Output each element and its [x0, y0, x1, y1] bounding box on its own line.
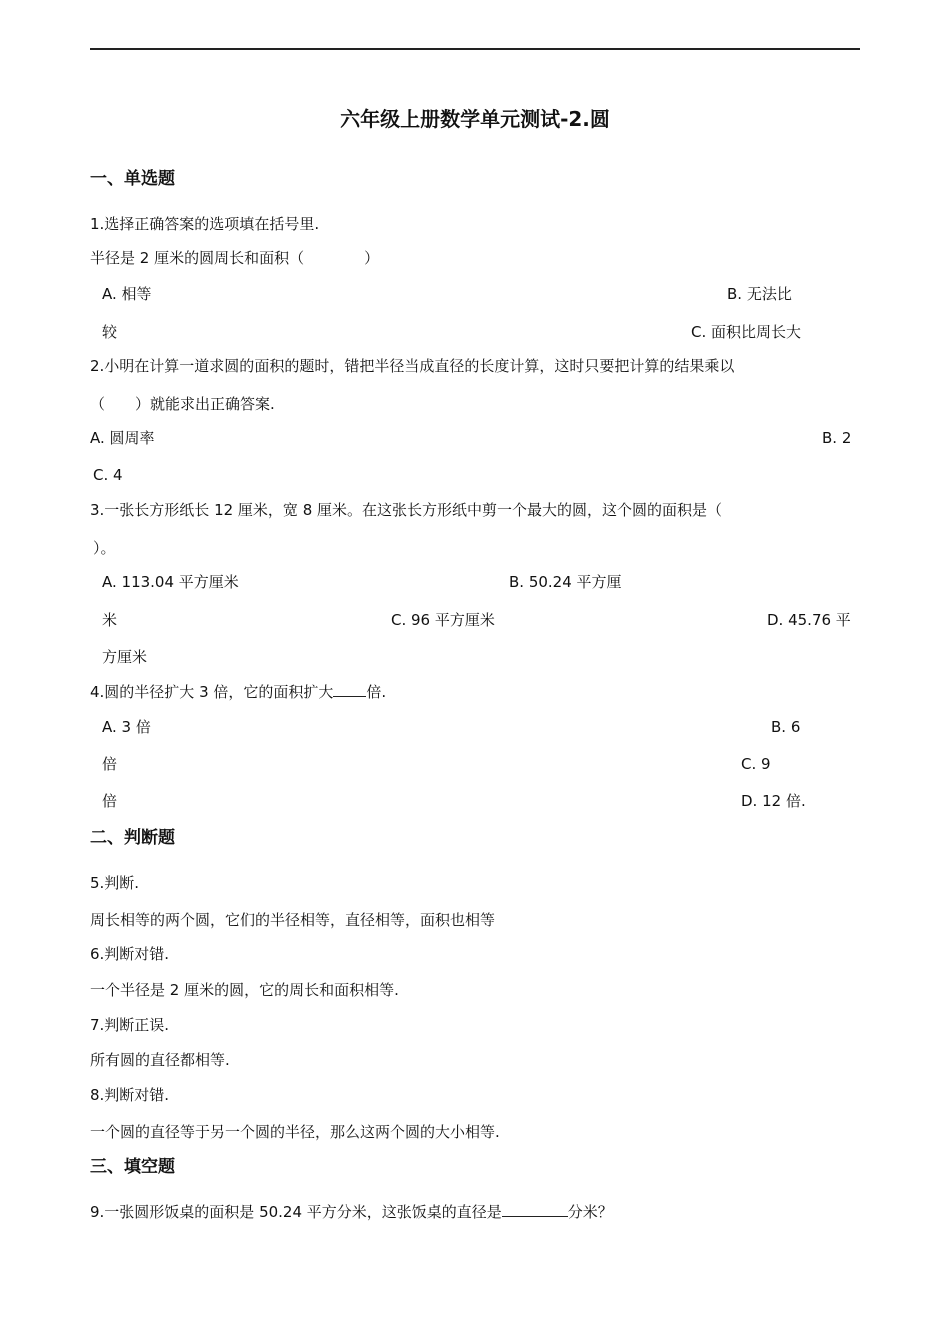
- q2-option-b: B. 2: [822, 429, 852, 447]
- q2-option-a: A. 圆周率: [90, 429, 155, 447]
- q1-option-a: A. 相等: [102, 285, 152, 303]
- q1-stem: 1.选择正确答案的选项填在括号里.: [90, 215, 320, 233]
- q4-option-b: B. 6: [771, 718, 801, 736]
- q2-stem: 2.小明在计算一道求圆的面积的题时，错把半径当成直径的长度计算，这时只要把计算的结果乘以: [90, 357, 735, 375]
- q4-option-a: A. 3 倍: [102, 718, 151, 736]
- q3-option-b: B. 50.24 平方厘: [509, 573, 622, 591]
- q1-option-b-cont: 较: [102, 323, 118, 341]
- q4-stem: [90, 682, 386, 702]
- q3-option-b-cont: 米: [102, 611, 118, 629]
- q4-option-b-cont: 倍: [102, 755, 118, 773]
- page-title: 六年级上册数学单元测试-2.圆: [340, 107, 610, 131]
- header-rule: [90, 48, 860, 50]
- q2-option-c: C. 4: [93, 466, 123, 484]
- q4-option-d: D. 12 倍.: [741, 792, 806, 810]
- q9-stem-pre: 9.一张圆形饭桌的面积是 50.24 平方分米，这张饭桌的直径是: [90, 1203, 502, 1221]
- q1-option-c: C. 面积比周长大: [691, 323, 802, 341]
- q5-sub: 周长相等的两个圆，它们的半径相等，直径相等，面积也相等: [90, 911, 496, 929]
- q2-stem-cont: （ ）就能求出正确答案.: [90, 395, 275, 413]
- q4-stem-post: 倍.: [366, 683, 387, 701]
- q4-option-c: C. 9: [741, 755, 771, 773]
- section-heading-single-choice: 一、单选题: [90, 169, 175, 189]
- q1-option-b: B. 无法比: [727, 285, 792, 303]
- q3-option-a: A. 113.04 平方厘米: [102, 573, 239, 591]
- q8-stem: 8.判断对错.: [90, 1086, 170, 1104]
- q8-sub: 一个圆的直径等于另一个圆的半径，那么这两个圆的大小相等.: [90, 1123, 500, 1141]
- q9-stem-post: 分米？: [567, 1203, 613, 1221]
- q5-stem: 5.判断.: [90, 874, 140, 892]
- q4-answer-blank[interactable]: [333, 682, 366, 697]
- q3-stem-cont: ）。: [93, 539, 116, 557]
- q7-sub: 所有圆的直径都相等.: [90, 1051, 230, 1069]
- q3-option-d-cont: 方厘米: [102, 648, 148, 666]
- q6-sub: 一个半径是 2 厘米的圆，它的周长和面积相等.: [90, 981, 399, 999]
- q9-stem: [90, 1202, 613, 1222]
- q3-stem: 3.一张长方形纸长 12 厘米，宽 8 厘米。在这张长方形纸中剪一个最大的圆，这个圆的面积是（: [90, 501, 723, 519]
- q9-answer-blank[interactable]: [502, 1202, 568, 1217]
- q6-stem: 6.判断对错.: [90, 945, 170, 963]
- section-heading-fill-blank: 三、填空题: [90, 1157, 175, 1177]
- q4-stem-pre: 4.圆的半径扩大 3 倍，它的面积扩大: [90, 683, 334, 701]
- section-heading-true-false: 二、判断题: [90, 828, 175, 848]
- q3-option-c: C. 96 平方厘米: [391, 611, 495, 629]
- q3-option-d: D. 45.76 平: [767, 611, 851, 629]
- q7-stem: 7.判断正误.: [90, 1016, 170, 1034]
- q4-option-c-cont: 倍: [102, 792, 118, 810]
- q1-sub: 半径是 2 厘米的圆周长和面积（ ）: [90, 249, 380, 267]
